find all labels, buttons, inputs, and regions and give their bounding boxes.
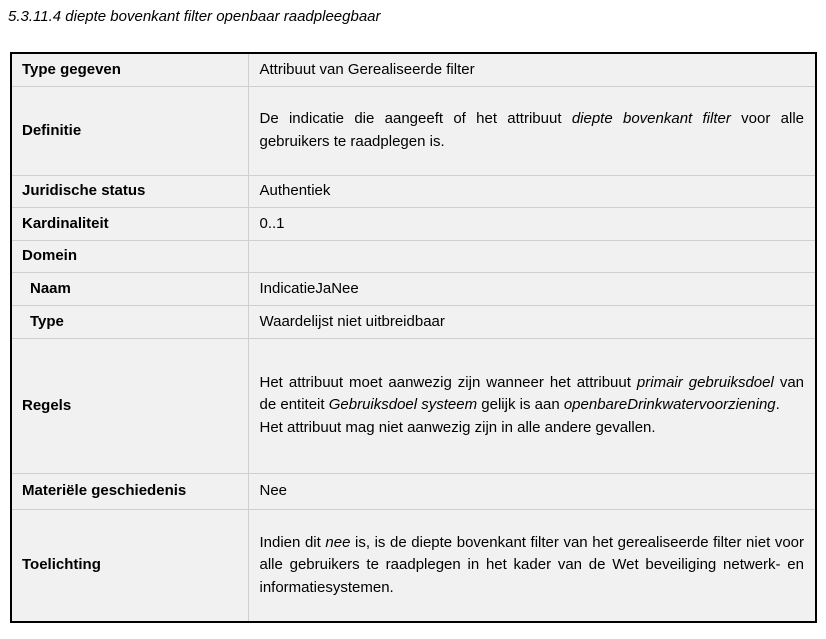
table-row-kardinaliteit: [11, 207, 816, 240]
text-run: Indien dit: [259, 533, 326, 551]
table-row-type-gegeven: [11, 53, 816, 86]
row-label-toelichting: Toelichting: [11, 509, 248, 622]
row-label-domein: Domein: [11, 240, 248, 272]
text-run: voor alle gebruikers te raadplegen is.: [259, 110, 804, 150]
row-value-juridische-status: Authentiek: [248, 175, 816, 207]
row-label-materiele-geschiedenis: Materiële geschiedenis: [11, 473, 248, 509]
table-row-domein: [11, 240, 816, 272]
text-run-italic: primair gebruiksdoel: [636, 373, 774, 391]
row-label-kardinaliteit: Kardinaliteit: [11, 207, 248, 240]
text-run: van de entiteit: [259, 373, 805, 414]
row-value-type: Waardelijst niet uitbreidbaar: [248, 305, 816, 338]
table-row-juridische-status: [11, 175, 816, 207]
text-run: gelijk is aan: [477, 396, 564, 414]
text-run: .: [775, 396, 780, 414]
row-value-definitie: [248, 86, 816, 175]
text-run-italic: openbareDrinkwatervoorziening: [563, 396, 776, 414]
text-run: Het attribuut moet aanwezig zijn wanneer het attribuut: [259, 373, 637, 391]
text-run-italic: Gebruiksdoel systeem: [328, 396, 478, 414]
text-run-italic: diepte bovenkant filter: [571, 110, 731, 127]
table-row-naam: [11, 272, 816, 305]
text-run: Het attribuut mag niet aanwezig zijn in alle andere gevallen.: [259, 418, 656, 436]
section-heading: 5.3.11.4 diepte bovenkant filter openbaar raadpleegbaar: [8, 8, 381, 25]
table-row-type: [11, 305, 816, 338]
text-run-italic: nee: [325, 533, 351, 551]
paragraph: [260, 417, 805, 440]
attribute-table: [10, 52, 817, 623]
row-value-domein: [248, 240, 816, 272]
table-row-materiele-geschiedenis: [11, 473, 816, 509]
row-label-naam: Naam: [11, 272, 248, 305]
row-value-toelichting: [248, 509, 816, 622]
row-label-type: Type: [11, 305, 248, 338]
row-label-definitie: Definitie: [11, 86, 248, 175]
paragraph: [260, 108, 805, 153]
paragraph: [260, 532, 805, 600]
table-row-definitie: [11, 86, 816, 175]
table-row-toelichting: [11, 509, 816, 622]
text-run: is, is de diepte bovenkant filter van het gerealiseerde filter niet voor alle gebruikers te raadplegen in het kader van de Wet beveiliging netwerk- en informatiesystemen.: [259, 533, 805, 596]
row-value-naam: IndicatieJaNee: [248, 272, 816, 305]
table-row-regels: [11, 338, 816, 473]
text-run: De indicatie die aangeeft of het attribuut: [259, 110, 572, 127]
row-value-regels: [248, 338, 816, 473]
paragraph: [260, 372, 805, 417]
row-label-type-gegeven: Type gegeven: [11, 53, 248, 86]
row-value-kardinaliteit: 0..1: [248, 207, 816, 240]
row-value-materiele-geschiedenis: Nee: [248, 473, 816, 509]
row-label-juridische-status: Juridische status: [11, 175, 248, 207]
row-value-type-gegeven: Attribuut van Gerealiseerde filter: [248, 53, 816, 86]
row-label-regels: Regels: [11, 338, 248, 473]
